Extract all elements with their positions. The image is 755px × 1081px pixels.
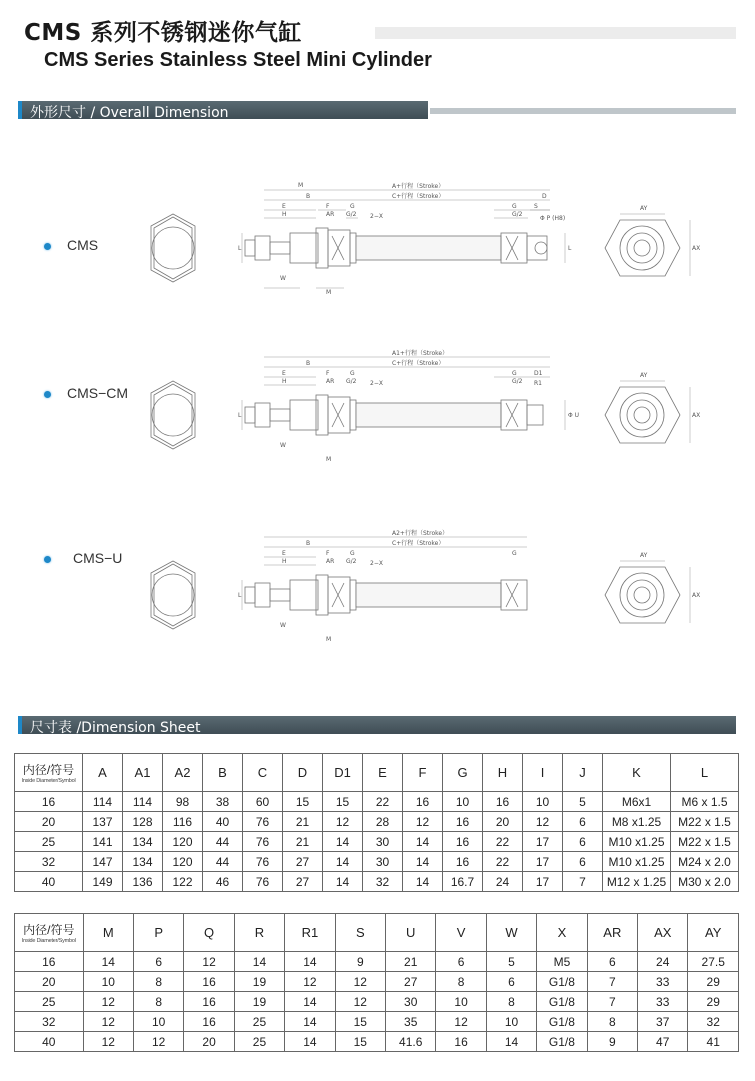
table-cell: 120: [163, 852, 203, 872]
table-row: [15, 972, 739, 992]
column-header: A1: [123, 754, 163, 792]
table-cell: 14: [285, 1012, 335, 1032]
column-header: D: [283, 754, 323, 792]
table-cell: 10: [523, 792, 563, 812]
table-cell: 6: [436, 952, 486, 972]
dim-label-d: D: [542, 193, 547, 200]
bullet-icon: [44, 556, 51, 563]
table-cell: 12: [323, 812, 363, 832]
table-header-row: [15, 754, 739, 792]
dim-label-r1: R1: [534, 380, 542, 387]
variant-label-cms: CMS: [44, 237, 98, 253]
cms-cm-drawing-svg: [130, 345, 740, 495]
table-row: [15, 1032, 739, 1052]
column-header: G: [443, 754, 483, 792]
table-cell: 12: [83, 992, 133, 1012]
row-bore-size: 25: [15, 832, 83, 852]
column-header: K: [603, 754, 671, 792]
dim-label-w: W: [280, 275, 286, 282]
dim-label-x: 2−X: [370, 560, 383, 567]
column-header: AX: [638, 914, 688, 952]
table-cell: 128: [123, 812, 163, 832]
table-row: [15, 952, 739, 972]
table-cell: 16.7: [443, 872, 483, 892]
page-title-english: CMS Series Stainless Steel Mini Cylinder: [44, 49, 432, 71]
dim-label-l: L: [238, 592, 242, 599]
column-header: J: [563, 754, 603, 792]
table-row: [15, 992, 739, 1012]
table-cell: 14: [234, 952, 284, 972]
table-row: [15, 1012, 739, 1032]
row-bore-size: 40: [15, 1032, 84, 1052]
column-header: A: [83, 754, 123, 792]
table-cell: 6: [563, 812, 603, 832]
table-cell: 17: [523, 832, 563, 852]
table-cell: 134: [123, 832, 163, 852]
table-cell: 114: [83, 792, 123, 812]
dim-label-b: B: [306, 540, 311, 547]
table-cell: 16: [443, 832, 483, 852]
table-cell: 32: [363, 872, 403, 892]
table-cell: 8: [133, 992, 183, 1012]
table-row: [15, 792, 739, 812]
table-cell: 12: [184, 952, 234, 972]
table-cell: 14: [403, 832, 443, 852]
table-cell: 14: [403, 852, 443, 872]
table-cell: 7: [587, 972, 637, 992]
table-cell: 6: [563, 832, 603, 852]
table-cell: M24 x 2.0: [671, 852, 739, 872]
table-cell: 12: [436, 1012, 486, 1032]
table-cell: 149: [83, 872, 123, 892]
row-bore-size: 32: [15, 852, 83, 872]
section-bar-dimension-sheet: [18, 716, 736, 734]
table-cell: 40: [203, 812, 243, 832]
table-cell: 12: [335, 972, 385, 992]
table-cell: 10: [133, 1012, 183, 1032]
dim-label-b: B: [306, 193, 311, 200]
column-header: A2: [163, 754, 203, 792]
table-cell: 10: [83, 972, 133, 992]
dim-label-g2: G/2: [346, 558, 357, 565]
table-cell: 30: [363, 852, 403, 872]
bullet-icon: [44, 391, 51, 398]
table-cell: 17: [523, 872, 563, 892]
table-cell: G1/8: [537, 1012, 587, 1032]
table-cell: 12: [523, 812, 563, 832]
table-cell: 12: [83, 1012, 133, 1032]
table-cell: 147: [83, 852, 123, 872]
table-cell: 76: [243, 812, 283, 832]
table-cell: 7: [587, 992, 637, 1012]
table-cell: 8: [486, 992, 536, 1012]
table-cell: 8: [436, 972, 486, 992]
column-header: Q: [184, 914, 234, 952]
table-cell: 16: [184, 972, 234, 992]
table-cell: G1/8: [537, 972, 587, 992]
table-cell: 5: [486, 952, 536, 972]
table-cell: 20: [184, 1032, 234, 1052]
table-cell: 12: [83, 1032, 133, 1052]
row-bore-size: 16: [15, 792, 83, 812]
row-bore-size: 20: [15, 812, 83, 832]
table-cell: 44: [203, 852, 243, 872]
table-cell: 12: [403, 812, 443, 832]
table-cell: 28: [363, 812, 403, 832]
table-cell: 16: [483, 792, 523, 812]
table-cell: 16: [184, 1012, 234, 1032]
table-cell: 14: [323, 852, 363, 872]
column-header: AR: [587, 914, 637, 952]
table-corner-header: 内径/符号 Inside Diameter/Symbol: [15, 754, 83, 792]
table-cell: 14: [323, 832, 363, 852]
table-cell: 60: [243, 792, 283, 812]
table-cell: M6 x 1.5: [671, 792, 739, 812]
table-cell: 5: [563, 792, 603, 812]
dim-label-g2: G/2: [346, 378, 357, 385]
dim-label-a: A+行程（Stroke）: [392, 183, 445, 190]
table-cell: 16: [443, 852, 483, 872]
table-cell: 21: [283, 832, 323, 852]
table-cell: 33: [638, 972, 688, 992]
table-header-row: [15, 914, 739, 952]
table-cell: 46: [203, 872, 243, 892]
row-bore-size: 16: [15, 952, 84, 972]
dim-label-l-rear: L: [568, 245, 572, 252]
column-header: P: [133, 914, 183, 952]
table-cell: 41: [688, 1032, 739, 1052]
table-row: [15, 812, 739, 832]
dim-label-u: Φ U: [568, 412, 580, 419]
table-cell: 15: [335, 1032, 385, 1052]
column-header: D1: [323, 754, 363, 792]
dim-label-g2-rear: G/2: [512, 378, 523, 385]
dim-label-g-rear: G: [512, 203, 517, 210]
table-cell: 120: [163, 832, 203, 852]
table-cell: M10 x1.25: [603, 832, 671, 852]
table-cell: 38: [203, 792, 243, 812]
table-cell: M6x1: [603, 792, 671, 812]
dim-label-x: 2−X: [370, 380, 383, 387]
cms-u-dimension-drawing: [130, 525, 740, 675]
table-cell: 15: [283, 792, 323, 812]
table-cell: 33: [638, 992, 688, 1012]
column-header: I: [523, 754, 563, 792]
table-cell: 114: [123, 792, 163, 812]
table-cell: 7: [563, 872, 603, 892]
table-cell: 16: [443, 812, 483, 832]
dim-label-x: 2−X: [370, 213, 383, 220]
variant-label-cms-cm: CMS−CM: [44, 385, 128, 401]
dim-label-ax: AX: [692, 592, 701, 599]
dim-label-ay: AY: [640, 372, 648, 379]
dim-label-e: E: [282, 370, 286, 377]
table-cell: M5: [537, 952, 587, 972]
dim-label-f: F: [326, 370, 330, 377]
column-header: C: [243, 754, 283, 792]
bullet-icon: [44, 243, 51, 250]
dim-label-m-bottom: M: [326, 289, 332, 296]
dimension-table-2: [14, 913, 739, 1052]
dim-label-ay: AY: [640, 205, 648, 212]
table-cell: 16: [403, 792, 443, 812]
column-header: H: [483, 754, 523, 792]
column-header: F: [403, 754, 443, 792]
dim-label-h: H: [282, 211, 287, 218]
dim-label-g: G: [350, 550, 355, 557]
table-cell: 6: [486, 972, 536, 992]
table-cell: M22 x 1.5: [671, 812, 739, 832]
dimension-table-1: [14, 753, 739, 892]
column-header: V: [436, 914, 486, 952]
table-cell: 25: [234, 1032, 284, 1052]
table-cell: 15: [323, 792, 363, 812]
dim-label-w: W: [280, 442, 286, 449]
dim-label-m: M: [298, 182, 304, 189]
column-header: X: [537, 914, 587, 952]
dim-label-h: H: [282, 378, 287, 385]
column-header: B: [203, 754, 243, 792]
row-bore-size: 25: [15, 992, 84, 1012]
row-bore-size: 20: [15, 972, 84, 992]
table-cell: 12: [335, 992, 385, 1012]
table-cell: 14: [83, 952, 133, 972]
table-cell: 6: [133, 952, 183, 972]
table-cell: 19: [234, 972, 284, 992]
column-header: R1: [285, 914, 335, 952]
table-cell: 22: [363, 792, 403, 812]
dim-label-c: C+行程（Stroke）: [392, 360, 445, 367]
dim-label-h: H: [282, 558, 287, 565]
dim-label-p: Φ P (H8): [540, 215, 566, 222]
table-cell: 22: [483, 852, 523, 872]
table-cell: 16: [436, 1032, 486, 1052]
table-cell: 76: [243, 852, 283, 872]
table-cell: 44: [203, 832, 243, 852]
table-cell: 134: [123, 852, 163, 872]
dim-label-b: B: [306, 360, 311, 367]
table-cell: 9: [335, 952, 385, 972]
table-cell: 25: [234, 1012, 284, 1032]
column-header: S: [335, 914, 385, 952]
dim-label-ar: AR: [326, 558, 335, 565]
dim-label-e: E: [282, 203, 286, 210]
table-cell: 10: [436, 992, 486, 1012]
dim-label-ar: AR: [326, 378, 335, 385]
table-cell: 27: [386, 972, 436, 992]
table-cell: 27.5: [688, 952, 739, 972]
table-cell: 76: [243, 872, 283, 892]
table-cell: 136: [123, 872, 163, 892]
dim-label-g2: G/2: [346, 211, 357, 218]
dim-label-d1: D1: [534, 370, 543, 377]
dim-label-e: E: [282, 550, 286, 557]
dim-label-ay: AY: [640, 552, 648, 559]
table-cell: 32: [688, 1012, 739, 1032]
table-cell: 14: [486, 1032, 536, 1052]
cms-u-drawing-svg: [130, 525, 740, 675]
table-cell: 27: [283, 872, 323, 892]
dim-label-f: F: [326, 203, 330, 210]
dim-label-l: L: [238, 245, 242, 252]
table-cell: G1/8: [537, 992, 587, 1012]
variant-label-cms-u: CMS−U: [44, 550, 122, 566]
dim-label-m-bottom: M: [326, 456, 332, 463]
table-row: [15, 872, 739, 892]
table-cell: 122: [163, 872, 203, 892]
table-cell: 41.6: [386, 1032, 436, 1052]
table-cell: 14: [285, 952, 335, 972]
table-cell: 12: [285, 972, 335, 992]
table-cell: 12: [133, 1032, 183, 1052]
table-cell: 6: [563, 852, 603, 872]
dim-label-a1: A1+行程（Stroke）: [392, 350, 449, 357]
table-cell: 30: [363, 832, 403, 852]
row-bore-size: 40: [15, 872, 83, 892]
table-cell: 98: [163, 792, 203, 812]
cms-drawing-svg: [130, 178, 740, 328]
table-cell: 24: [638, 952, 688, 972]
dim-label-g-rear: G: [512, 550, 517, 557]
column-header: U: [386, 914, 436, 952]
dim-label-ax: AX: [692, 412, 701, 419]
table-cell: M10 x1.25: [603, 852, 671, 872]
table-cell: 20: [483, 812, 523, 832]
table-cell: 21: [283, 812, 323, 832]
table-cell: 9: [587, 1032, 637, 1052]
cms-dimension-drawing: [130, 178, 740, 328]
table-cell: 14: [285, 992, 335, 1012]
table-cell: M8 x1.25: [603, 812, 671, 832]
table-cell: M12 x 1.25: [603, 872, 671, 892]
dim-label-g-rear: G: [512, 370, 517, 377]
dim-label-m-bottom: M: [326, 636, 332, 643]
table-cell: 76: [243, 832, 283, 852]
table-corner-header: 内径/符号 Inside Diameter/Symbol: [15, 914, 84, 952]
dim-label-c: C+行程（Stroke）: [392, 540, 445, 547]
table-cell: 8: [133, 972, 183, 992]
dim-label-g2-rear: G/2: [512, 211, 523, 218]
table-cell: 116: [163, 812, 203, 832]
table-cell: 37: [638, 1012, 688, 1032]
dim-label-a2: A2+行程（Stroke）: [392, 530, 449, 537]
column-header: L: [671, 754, 739, 792]
table-cell: 24: [483, 872, 523, 892]
table-cell: 10: [486, 1012, 536, 1032]
dim-label-f: F: [326, 550, 330, 557]
table-cell: 29: [688, 972, 739, 992]
dim-label-s: S: [534, 203, 538, 210]
dim-label-l: L: [238, 412, 242, 419]
table-cell: 17: [523, 852, 563, 872]
section-title-dimension-sheet: 尺寸表 /Dimension Sheet: [30, 720, 201, 736]
row-bore-size: 32: [15, 1012, 84, 1032]
table-cell: 47: [638, 1032, 688, 1052]
column-header: M: [83, 914, 133, 952]
table-row: [15, 852, 739, 872]
table-cell: M22 x 1.5: [671, 832, 739, 852]
section-bar-overall-dimension: [18, 101, 736, 119]
table-row: [15, 832, 739, 852]
section-title-overall-dimension: 外形尺寸 / Overall Dimension: [30, 105, 229, 121]
table-cell: 30: [386, 992, 436, 1012]
table-cell: 29: [688, 992, 739, 1012]
table-cell: 14: [403, 872, 443, 892]
table-cell: 14: [323, 872, 363, 892]
dim-label-g: G: [350, 203, 355, 210]
column-header: E: [363, 754, 403, 792]
table-cell: 15: [335, 1012, 385, 1032]
table-cell: 6: [587, 952, 637, 972]
dim-label-c: C+行程（Stroke）: [392, 193, 445, 200]
table-cell: 22: [483, 832, 523, 852]
table-cell: 35: [386, 1012, 436, 1032]
table-cell: 137: [83, 812, 123, 832]
table-cell: 141: [83, 832, 123, 852]
table-cell: 19: [234, 992, 284, 1012]
column-header: AY: [688, 914, 739, 952]
dim-label-ar: AR: [326, 211, 335, 218]
page-title-chinese: CMS 系列不锈钢迷你气缸: [24, 20, 302, 46]
table-cell: M30 x 2.0: [671, 872, 739, 892]
title-decoration-bar: [375, 27, 736, 39]
table-cell: 27: [283, 852, 323, 872]
table-cell: 21: [386, 952, 436, 972]
dim-label-w: W: [280, 622, 286, 629]
table-cell: 14: [285, 1032, 335, 1052]
table-cell: 16: [184, 992, 234, 1012]
dim-label-ax: AX: [692, 245, 701, 252]
column-header: R: [234, 914, 284, 952]
dim-label-g: G: [350, 370, 355, 377]
column-header: W: [486, 914, 536, 952]
table-cell: G1/8: [537, 1032, 587, 1052]
table-cell: 8: [587, 1012, 637, 1032]
table-cell: 10: [443, 792, 483, 812]
cms-cm-dimension-drawing: [130, 345, 740, 495]
